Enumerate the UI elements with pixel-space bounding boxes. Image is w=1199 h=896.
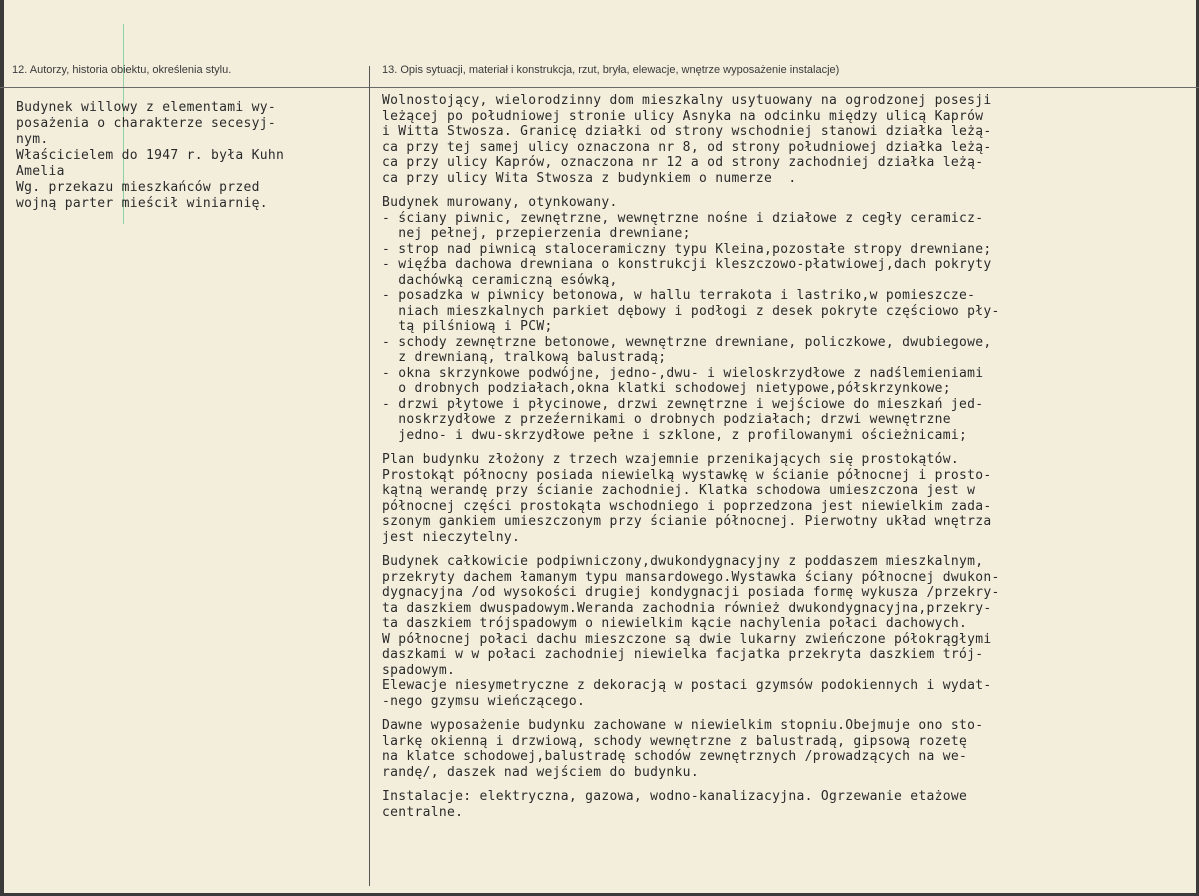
- text-line: kątną werandę przy ścianie zachodniej. Klatka schodowa umieszczona jest w: [382, 483, 976, 498]
- text-line: tą pilśniową i PCW;: [382, 319, 553, 334]
- text-line: Elewacje niesymetryczne z dekoracją w postaci gzymsów podokiennych i wydat-: [382, 678, 992, 693]
- text-line: daszkami w w połaci zachodniej niewielka facjatka przekryta daszkiem trój-: [382, 647, 984, 662]
- text-line: - ściany piwnic, zewnętrzne, wewnętrzne nośne i działowe z cegły ceramicz-: [382, 210, 984, 226]
- text-line: jest nieczytelny.: [382, 529, 521, 545]
- text-line: ta daszkiem dwuspadowym.Weranda zachodnia również dwukondygnacyjna,przekry-: [382, 600, 992, 616]
- text-line: dachówką ceramiczną esówką,: [382, 272, 618, 288]
- paragraph-location: [382, 93, 1187, 186]
- paragraph-installations: [382, 789, 1187, 820]
- text-line: - posadzka w piwnicy betonowa, w hallu terrakota i lastriko,w pomieszcze-: [382, 288, 976, 303]
- text-line: -nego gzymsu wieńczącego.: [382, 693, 586, 709]
- text-line: Budynek całkowicie podpiwniczony,dwukondygnacyjny z poddaszem mieszkalnym,: [382, 554, 984, 569]
- text-line: spadowym.: [382, 662, 456, 678]
- text-line: - okna skrzynkowe podwójne, jedno-,dwu- i wieloskrzydłowe z nadślemieniami: [382, 365, 984, 381]
- text-line: centralne.: [382, 804, 464, 820]
- text-line: szonym gankiem umieszczonym przy ścianie północnej. Pierwotny układ wnętrza: [382, 514, 992, 529]
- text-line: W północnej połaci dachu mieszczone są dwie lukarny zwieńczone półokrągłymi: [382, 631, 992, 647]
- text-line: - schody zewnętrzne betonowe, wewnętrzne drewniane, policzkowe, dwubiegowe,: [382, 334, 992, 350]
- text-line: ca przy ulicy Kaprów, oznaczona nr 12 a od strony zachodniej działka leżą-: [382, 155, 984, 170]
- paragraph-plan: [382, 452, 1187, 545]
- text-line: Właścicielem do 1947 r. była Kuhn: [16, 148, 285, 163]
- text-line: nym.: [16, 132, 49, 147]
- text-line: Budynek willowy z elementami wy-: [16, 100, 277, 115]
- text-line: - więźba dachowa drewniana o konstrukcji kleszczowo-płatwiowej,dach pokryty: [382, 257, 992, 272]
- text-line: z drewnianą, tralkową balustradą;: [382, 350, 667, 365]
- paragraph-construction: [382, 195, 1187, 443]
- description-text: [382, 93, 1187, 820]
- text-line: posażenia o charakterze secesyj-: [16, 116, 277, 131]
- text-line: noskrzydłowe z przeźernikami o drobnych podziałach; drzwi wewnętrzne: [382, 412, 951, 427]
- text-line: północnej części prostokąta wschodniego i poprzedzona jest niewielkim zada-: [382, 498, 992, 514]
- text-line: jedno- i dwu-skrzydłowe pełne i szklone, z profilowanymi ościeżnicami;: [382, 427, 968, 443]
- text-line: Amelia: [16, 164, 65, 179]
- text-line: ta daszkiem trójspadowym o niewielkim kącie nachylenia połaci dachowych.: [382, 616, 968, 631]
- text-line: Wolnostojący, wielorodzinny dom mieszkalny usytuowany na ogrodzonej posesji: [382, 93, 992, 108]
- text-line: na klatce schodowej,balustradę schodów zewnętrznych /prowadzących na we-: [382, 749, 968, 764]
- paragraph-massing: [382, 554, 1187, 709]
- text-line: wojną parter mieścił winiarnię.: [16, 196, 268, 211]
- section-12-header: 12. Autorzy, historia obiektu, określenia stylu.: [12, 64, 232, 76]
- text-line: niach mieszkalnych parkiet dębowy i podłogi z desek pokryte częściowo pły-: [382, 303, 1000, 319]
- text-line: i Witta Stwosza. Granicę działki od strony wschodniej stanowi działka leżą-: [382, 124, 992, 139]
- text-line: - strop nad piwnicą staloceramiczny typu Kleina,pozostałe stropy drewniane;: [382, 241, 992, 257]
- text-line: ca przy tej samej ulicy oznaczona nr 8, od strony południowej działka leżą-: [382, 139, 992, 155]
- text-line: leżącej po południowej stronie ulicy Asnyka na odcinku między ulicą Kaprów: [382, 108, 984, 124]
- text-line: Wg. przekazu mieszkańców przed: [16, 180, 260, 195]
- paragraph-fittings: [382, 718, 1187, 780]
- history-text: [16, 100, 364, 212]
- text-line: Instalacje: elektryczna, gazowa, wodno-kanalizacyjna. Ogrzewanie etażowe: [382, 789, 968, 804]
- text-line: larkę okienną i drzwiową, schody wewnętrzne z balustradą, gipsową rozetę: [382, 733, 968, 749]
- text-line: Prostokąt północny posiada niewielką wystawkę w ścianie północnej i prosto-: [382, 467, 992, 483]
- text-line: ca przy ulicy Wita Stwosza z budynkiem o numerze .: [382, 170, 797, 186]
- text-line: Budynek murowany, otynkowany.: [382, 195, 618, 210]
- text-line: Dawne wyposażenie budynku zachowane w niewielkim stopniu.Obejmuje ono sto-: [382, 718, 984, 733]
- text-line: randę/, daszek nad wejściem do budynku.: [382, 764, 699, 780]
- text-line: przekryty dachem łamanym typu mansardowego.Wystawka ściany północnej dwukon-: [382, 569, 1000, 585]
- text-line: Plan budynku złożony z trzech wzajemnie przenikających się prostokątów.: [382, 452, 959, 467]
- text-line: - drzwi płytowe i płycinowe, drzwi zewnętrzne i wejściowe do mieszkań jed-: [382, 396, 984, 412]
- text-line: dygnacyjna /od wysokości drugiej kondygnacji posiada formę wykusza /przekry-: [382, 585, 1000, 600]
- text-line: o drobnych podziałach,okna klatki schodowej nietypowe,półskrzynkowe;: [382, 381, 951, 396]
- section-13-header: 13. Opis sytuacji, materiał i konstrukcja, rzut, bryła, elewacje, wnętrze wyposażenie instalacje): [382, 64, 840, 76]
- header-rule: [0, 87, 1199, 88]
- column-divider: [369, 66, 370, 886]
- scan-border-left: [0, 0, 4, 896]
- text-line: nej pełnej, przepierzenia drewniane;: [382, 226, 691, 241]
